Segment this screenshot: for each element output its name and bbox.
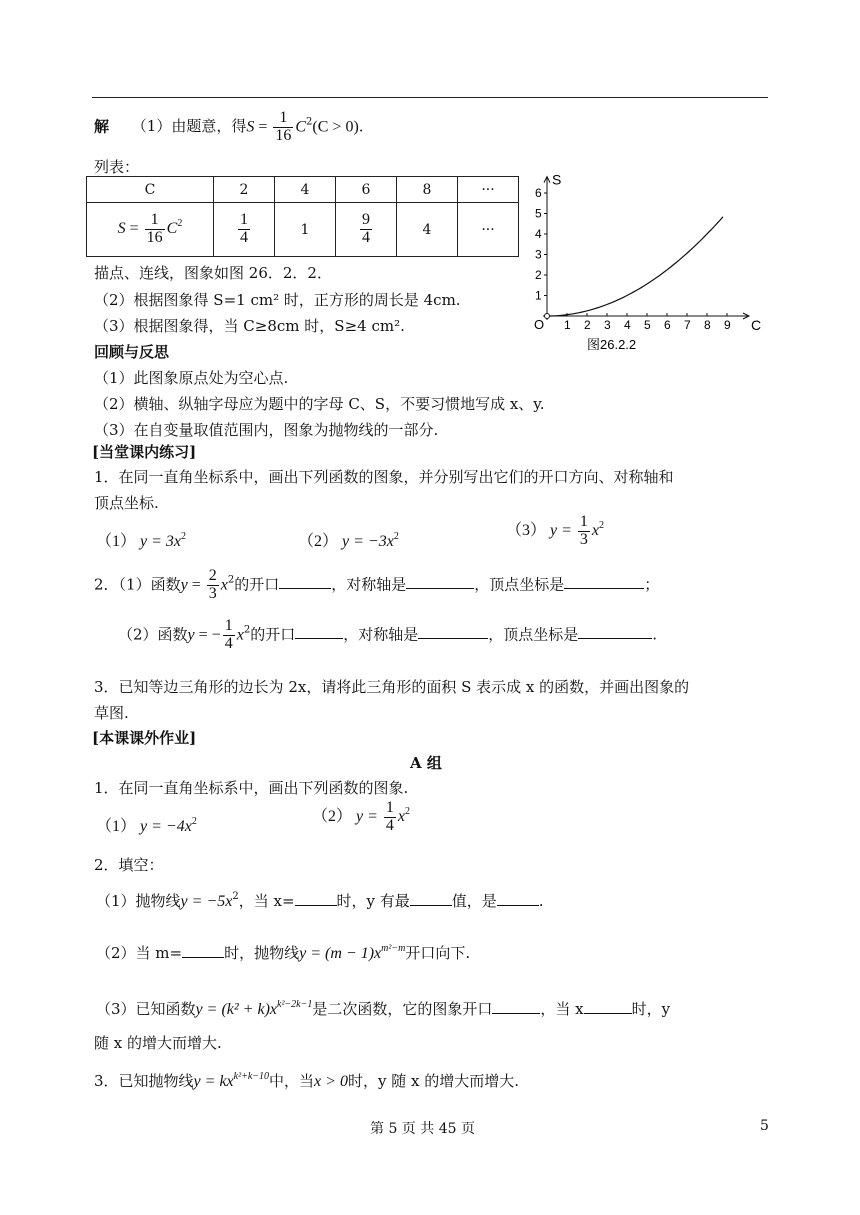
q-text: ； [644,575,660,594]
class-practice-title: [当堂课内练习] [92,443,197,461]
q-text: 时，抛物线 [224,944,300,962]
q-text: 是二次函数，它的图象开口 [312,1000,493,1018]
y-tick-label: 6 [535,186,542,200]
x-tick-label: 5 [644,318,651,332]
item-number: （2） [312,807,353,825]
x-tick-label: 3 [604,318,611,332]
frac-den: 16 [146,229,163,246]
parabola-graph [525,160,775,355]
x-tick-label: 8 [704,318,711,332]
x-tick-label: 9 [724,318,731,332]
answer-blank[interactable] [584,1001,632,1014]
func-frac: $\frac{1}{3}$ [579,513,588,548]
homework-title: [本课课外作业] [92,729,197,747]
page-footer: 第 5 页 共 45 页 [370,1121,475,1137]
function-expression: y = [550,521,576,539]
formula-fraction [273,110,293,145]
table-cell: ··· [458,203,519,257]
function-expression: y = −4x [140,818,192,835]
homework-1-item-1: （1） $y = -4x^2$ [96,816,197,835]
q-text: ，顶点坐标是 [474,575,565,594]
header-rule [92,97,768,98]
func-frac: $\frac{1}{4}$ [385,799,394,834]
item-number: （1） [96,818,137,835]
x-tick-label: 7 [684,318,691,332]
formula-pow: 2 [306,116,313,128]
item-number: （2） [298,533,339,550]
group-title: A 组 [410,754,442,772]
label-frac [145,212,165,247]
exercise-2-line-1: 2．（1）函数y = $\frac{2}{3}$ $x^2$的开口 ，对称轴是 ，顶点坐标是 ； [94,567,660,602]
q-prefix: 3．已知抛物线 [94,1072,194,1090]
q-text: ，顶点坐标是 [488,625,579,644]
frac-num: 1 [273,110,293,128]
q-text: ，当 x= [238,892,295,910]
formula-S: S [246,118,255,136]
q-prefix: 2．（1）函数 [94,575,181,594]
series-line [547,217,723,316]
function-exponent: k²−2k−1 [277,999,313,1010]
item-number: （3） [506,521,547,539]
label-C: C [166,220,178,238]
label-pow: 2 [177,218,183,230]
answer-blank[interactable] [295,626,343,639]
table-cell [214,203,275,257]
origin-label: O [534,317,545,332]
function-exponent: m²−m [381,943,406,954]
function-exponent: k²+k−10 [233,1071,270,1082]
exercise-1-line-2: 顶点坐标. [94,494,159,512]
answer-blank[interactable] [418,626,488,639]
x-tick-label: 6 [664,318,671,332]
value-table [86,176,519,257]
x-tick-label: 1 [564,318,571,332]
answer-blank[interactable] [578,626,652,639]
answer-blank[interactable] [295,893,337,906]
table-cell: 6 [336,177,397,203]
answer-3: （3）根据图象得，当 C≥8cm 时，S≥4 cm². [94,317,405,335]
homework-1: 1．在同一直角坐标系中，画出下列函数的图象. [94,779,409,797]
homework-2-3-cont: 随 x 的增大而增大. [94,1034,222,1052]
func-frac: $\frac{2}{3}$ [208,567,217,602]
cell-frac [238,212,250,247]
exercise-3-line-2: 草图. [94,704,129,722]
frac-den: 4 [240,229,248,246]
q-text: 的开口 [234,575,280,594]
y-tick-label: 4 [535,227,542,241]
solution-line-1 [94,110,364,145]
table-cell: 4 [275,177,336,203]
formula-C: C [295,118,307,136]
table-cell: 4 [397,203,458,257]
q-text: 的开口 [250,625,296,644]
homework-3 [94,1070,519,1091]
exercise-1-item-3: （3） y = $\frac{1}{3}$ $x^2$ [506,513,605,548]
formula-end: . [358,117,364,136]
y-tick-label: 3 [535,247,542,262]
y-tick-label: 2 [535,268,542,282]
table-cell-label [87,203,214,257]
function-expression: y = −5x [180,893,233,910]
table-cell: ··· [458,177,519,203]
solution-jie: 解 [94,117,110,136]
q-text: 开口向下. [405,944,471,962]
q-text: 时，y [631,1000,671,1018]
table-cell: 1 [275,203,336,257]
graph-axes [543,177,749,320]
solution-prefix: （1）由题意，得 [131,117,247,136]
y-axis-label: S [552,171,562,188]
q-prefix: （3）已知函数 [96,1000,196,1018]
exercise-1-line-1: 1．在同一直角坐标系中，画出下列函数的图象，并分别写出它们的开口方向、对称轴和 [94,468,674,486]
q-text: ，当 x [540,1000,584,1018]
exercise-1-item-2: （2） $y = -3x^2$ [298,531,399,550]
q-text: . [652,625,658,644]
page-number: 5 [760,1118,769,1134]
frac-den: 4 [362,229,370,246]
function-expression: y = (k² + k)x [195,1001,277,1018]
graph-y-ticks [535,186,547,303]
function-expression: y = 3x [140,533,182,550]
q-text: . [538,892,544,910]
answer-blank[interactable] [410,893,452,906]
answer-blank[interactable] [564,576,644,589]
homework-2: 2．填空： [94,856,164,874]
q-prefix: （1）抛物线 [96,892,181,910]
frac-num: 1 [145,212,165,230]
review-2: （2）横轴、纵轴字母应为题中的字母 C、S，不要习惯地写成 x、y. [94,395,545,413]
homework-1-item-2: （2） y = $\frac{1}{4}$ $x^2$ [312,799,411,834]
cell-frac [360,212,372,247]
condition-expression: x > 0 [314,1073,348,1090]
graph-caption: 图26.2.2 [587,337,637,352]
label-eq: = [125,220,143,238]
formula-eq: = [254,118,272,136]
frac-num: 9 [362,211,370,229]
q-text: 值，是 [451,892,497,910]
q-text: ，对称轴是 [331,575,407,594]
item-number: （1） [96,533,137,550]
answer-blank[interactable] [182,945,224,958]
q-prefix: （2）函数 [118,625,188,644]
table-cell: 2 [214,177,275,203]
answer-2: （2）根据图象得 S=1 cm² 时，正方形的周长是 4cm. [94,291,461,309]
table-row [87,177,519,203]
table-cell [336,203,397,257]
label-S: S [117,220,126,238]
q-text: 时，y 随 x 的增大而增大. [347,1072,519,1090]
y-tick-label: 1 [535,288,542,303]
plot-line: 描点、连线，图象如图 26．2．2． [94,264,332,282]
frac-den: 16 [275,126,292,144]
x-tick-label: 2 [584,318,591,332]
homework-2-3 [96,998,670,1019]
homework-2-2 [96,942,470,963]
table-row [87,203,519,257]
formula-cond: (C > 0) [312,118,359,136]
x-axis-label: C [751,317,762,333]
func-frac: $\frac{1}{4}$ [224,617,233,652]
review-3: （3）在自变量取值范围内，图象为抛物线的一部分. [94,421,439,439]
answer-blank[interactable] [497,893,539,906]
function-expression: y = (m − 1)x [299,945,382,962]
answer-blank[interactable] [279,576,331,589]
function-expression: y = kx [193,1073,234,1090]
review-1: （1）此图象原点处为空心点. [94,369,289,387]
y-tick-label: 5 [535,206,542,221]
function-expression: y = −3x [342,533,394,550]
answer-blank[interactable] [406,576,474,589]
function-expression: y = [356,807,382,825]
answer-blank[interactable] [492,1001,540,1014]
q-prefix: （2）当 m= [96,944,183,962]
exercise-3-line-1: 3．已知等边三角形的边长为 2x，请将此三角形的面积 S 表示成 x 的函数，并画出图象的 [94,678,690,696]
x-tick-label: 4 [624,318,631,332]
q-text: 时，y 有最 [336,892,410,910]
table-cell: C [87,177,214,203]
review-title: 回顾与反思 [94,343,170,361]
q-text: 中，当 [269,1072,315,1090]
exercise-2-line-2: （2）函数y = − $\frac{1}{4}$ $x^2$的开口 ，对称轴是 ，顶点坐标是 . [118,617,658,652]
open-origin-point [545,314,550,319]
homework-2-1: （1）抛物线$y = -5x^2$，当 x= 时，y 有最 值，是 . [96,891,544,910]
table-cell: 8 [397,177,458,203]
exercise-1-item-1: （1） $y = 3x^2$ [96,531,187,550]
frac-num: 1 [240,211,248,229]
table-title: 列表： [94,158,140,176]
q-text: ，对称轴是 [343,625,419,644]
